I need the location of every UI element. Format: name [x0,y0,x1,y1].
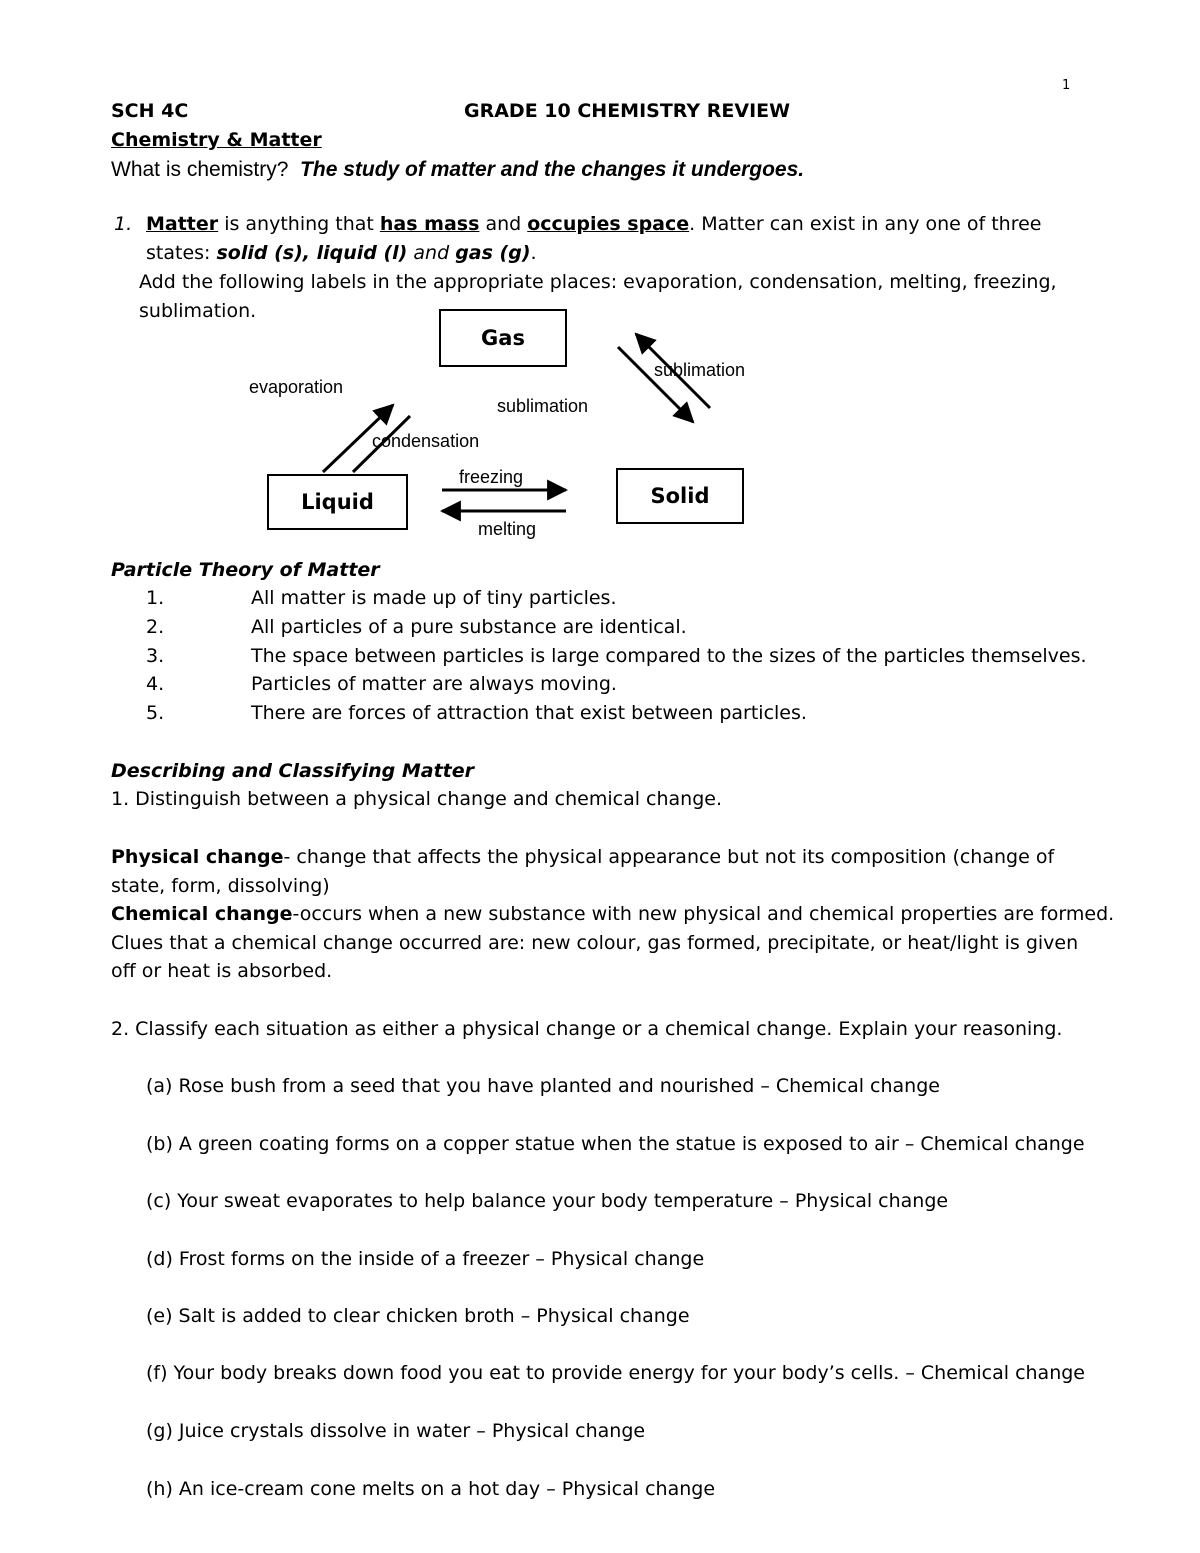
physical-change-definition-line2: state, form, dissolving) [111,875,330,897]
text-fragment: and [479,213,528,235]
list-number: 3. [146,645,165,667]
gas-box: Gas [439,309,567,367]
list-text: There are forces of attraction that exist between particles. [251,702,807,724]
situation-item: (f) Your body breaks down food you eat to provide energy for your body’s cells. – Chemical change [146,1362,1085,1384]
sublimation-label-center: sublimation [497,396,589,416]
states-gas: gas (g) [455,242,531,264]
occupies-space-term: occupies space [527,213,690,235]
solid-box: Solid [616,468,744,524]
liquid-box: Liquid [267,474,408,530]
particle-theory-item [146,613,687,642]
matter-term: Matter [146,213,219,235]
section-heading-chemistry-matter: Chemistry & Matter [111,129,322,151]
states-solid-liquid: solid (s), liquid (l) [216,242,408,264]
text-fragment: states: [146,242,217,264]
has-mass-term: has mass [379,213,480,235]
instruction-line-2: sublimation. [139,300,257,322]
text-fragment: . Matter can exist in any one of three [689,213,1042,235]
list-text: The space between particles is large compared to the sizes of the particles themselves. [251,645,1087,667]
situation-item: (e) Salt is added to clear chicken broth – Physical change [146,1305,690,1327]
list-number: 2. [146,616,165,638]
instruction-line-1: Add the following labels in the appropriate places: evaporation, condensation, melting, freezing, [139,271,1057,293]
document-title: GRADE 10 CHEMISTRY REVIEW [464,100,791,122]
page-number: 1 [1062,78,1071,93]
situation-item: (d) Frost forms on the inside of a freezer – Physical change [146,1248,705,1270]
classifying-question-2: 2. Classify each situation as either a physical change or a chemical change. Explain your reasoning. [111,1018,1063,1040]
situation-item: (c) Your sweat evaporates to help balance your body temperature – Physical change [146,1190,949,1212]
list-number: 1. [146,587,165,609]
item1-number: 1. [114,213,133,235]
list-text: All particles of a pure substance are identical. [251,616,687,638]
particle-theory-heading: Particle Theory of Matter [111,559,380,581]
particle-theory-item [146,642,1087,671]
list-text: Particles of matter are always moving. [251,673,617,695]
particle-theory-item [146,699,807,728]
classifying-heading: Describing and Classifying Matter [111,760,474,782]
situation-item: (h) An ice-cream cone melts on a hot day – Physical change [146,1478,716,1500]
list-number: 4. [146,673,165,695]
sublimation-down-arrow [618,347,693,422]
chemical-change-term: Chemical change [111,903,293,925]
sublimation-label-right: sublimation [654,360,746,380]
freezing-label: freezing [459,467,524,487]
evaporation-label: evaporation [249,377,344,397]
physical-change-term: Physical change [111,846,284,868]
situation-item: (g) Juice crystals dissolve in water – Physical change [146,1420,646,1442]
situation-item: (a) Rose bush from a seed that you have planted and nourished – Chemical change [146,1075,940,1097]
text-fragment: -occurs when a new substance with new physical and chemical properties are formed. [292,903,1115,925]
clues-line-2: off or heat is absorbed. [111,960,333,982]
chemical-change-definition [111,900,1114,929]
text-fragment: is anything that [218,213,380,235]
text-fragment: - change that affects the physical appearance but not its composition (change of [283,846,1055,868]
text-fragment: and [407,242,456,264]
text-fragment: . [530,242,537,264]
chemistry-question: What is chemistry? [111,158,289,181]
classifying-question-1: 1. Distinguish between a physical change and chemical change. [111,788,723,810]
particle-theory-item [146,584,617,613]
list-text: All matter is made up of tiny particles. [251,587,617,609]
list-number: 5. [146,702,165,724]
particle-theory-item [146,670,617,699]
clues-line-1: Clues that a chemical change occurred are: new colour, gas formed, precipitate, or heat/light is given [111,932,1079,954]
chemistry-answer: The study of matter and the changes it undergoes. [300,158,805,181]
condensation-label: condensation [372,431,480,451]
physical-change-definition [111,843,1054,872]
course-code: SCH 4C [111,100,189,122]
melting-label: melting [478,519,537,539]
situation-item: (b) A green coating forms on a copper statue when the statue is exposed to air – Chemical change [146,1133,1085,1155]
